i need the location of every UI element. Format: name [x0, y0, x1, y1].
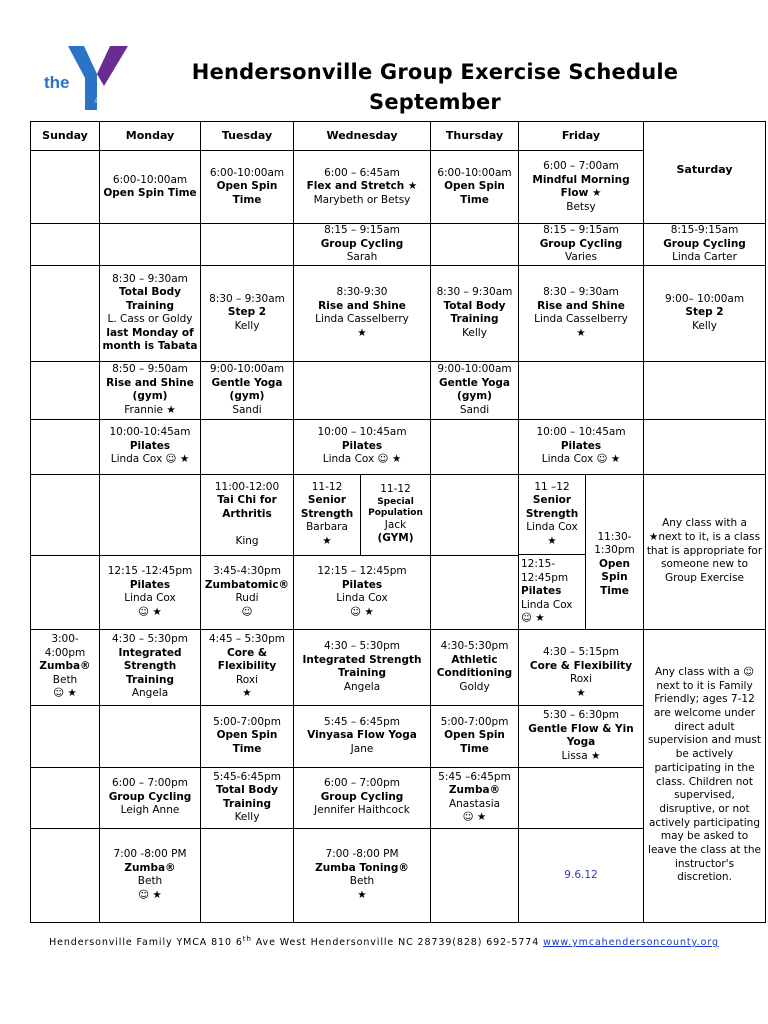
cell-empty [31, 828, 100, 922]
header-thursday: Thursday [431, 122, 519, 151]
class-cell: 5:00-7:00pm Open Spin Time [431, 705, 519, 767]
class-cell: 5:45-6:45pm Total Body Training Kelly [201, 767, 294, 828]
class-cell: 11:30-1:30pm Open Spin Time [594, 530, 635, 597]
class-cell: 4:30-5:30pm Athletic Conditioning Goldy [431, 629, 519, 705]
class-cell: 10:00 – 10:45am Pilates Linda Cox ☺ ★ [294, 419, 431, 474]
star-icon: ★ [576, 326, 586, 339]
cell-sun-r1 [31, 151, 100, 224]
class-cell: 6:00-10:00am Open Spin Time [201, 151, 294, 224]
class-cell: 6:00 – 7:00am Mindful Morning Flow ★ Betsy [519, 151, 644, 224]
cell-empty [431, 828, 519, 922]
cell-empty [31, 361, 100, 419]
class-cell: 8:50 – 9:50am Rise and Shine (gym) Frannie ★ [100, 361, 201, 419]
split-cell [519, 474, 644, 629]
cell-empty [201, 224, 294, 266]
star-icon: ★ [357, 326, 367, 339]
class-cell: 10:00-10:45am Pilates Linda Cox ☺ ★ [100, 419, 201, 474]
class-cell: 8:30 – 9:30am Step 2 Kelly [201, 265, 294, 361]
cell-empty [31, 224, 100, 266]
class-cell: 6:00-10:00am Open Spin Time [100, 151, 201, 224]
cell-empty [31, 767, 100, 828]
split-table [294, 475, 430, 555]
svg-text:YMCA: YMCA [93, 89, 106, 105]
page-subtitle-month: September [369, 90, 501, 114]
cell-empty [201, 419, 294, 474]
class-cell: 9:00– 10:00am Step 2 Kelly [644, 265, 766, 361]
header-tuesday: Tuesday [201, 122, 294, 151]
cell-empty [294, 361, 431, 419]
star-icon: ★ [322, 534, 332, 547]
website-link[interactable]: www.ymcahendersoncounty.org [543, 937, 719, 949]
footer-address-2: Ave West Hendersonville NC 28739(828) 692-5774 [251, 937, 544, 949]
class-cell: 8:30 – 9:30am Rise and Shine Linda Casselberry ★ [519, 265, 644, 361]
class-cell: 6:00-10:00am Open Spin Time [431, 151, 519, 224]
class-cell: 4:30 – 5:30pm Integrated Strength Training Angela [100, 629, 201, 705]
class-cell: 5:00-7:00pm Open Spin Time [201, 705, 294, 767]
cell-empty [431, 224, 519, 266]
class-cell: 9:00-10:00am Gentle Yoga (gym) Sandi [201, 361, 294, 419]
class-cell: 11-12 Senior Strength Barbara ★ [294, 475, 361, 555]
header-monday: Monday [100, 122, 201, 151]
class-cell: 8:30 – 9:30am Total Body Training Kelly [431, 265, 519, 361]
cell-empty [644, 419, 766, 474]
class-cell: 12:15 – 12:45pm Pilates Linda Cox ☺ ★ [294, 555, 431, 629]
cell-empty [100, 705, 201, 767]
class-cell: 8:15 – 9:15am Group Cycling Sarah [294, 224, 431, 266]
class-cell: 8:15-9:15am Group Cycling Linda Carter [644, 224, 766, 266]
revision-date: 9.6.12 [519, 828, 644, 922]
footer [0, 935, 768, 948]
class-cell: 12:15 -12:45pm Pilates Linda Cox ☺ ★ [100, 555, 201, 629]
star-icon: ★ [242, 687, 252, 700]
class-cell: 12:15-12:45pm Pilates Linda Cox ☺ ★ [519, 555, 586, 629]
class-cell: 8:15 – 9:15am Group Cycling Varies [519, 224, 644, 266]
schedule-table [30, 121, 766, 923]
cell-empty [431, 555, 519, 629]
cell-empty [31, 555, 100, 629]
cell-empty [31, 265, 100, 361]
cell-empty [644, 361, 766, 419]
cell-empty [100, 474, 201, 555]
page-title: Hendersonville Group Exercise Schedule [191, 60, 679, 84]
class-cell: 3:45-4:30pm Zumbatomic® Rudi ☺ [201, 555, 294, 629]
class-cell: 11-12 Special Population Jack (GYM) [368, 483, 423, 545]
class-cell: 7:00 -8:00 PM Zumba® Beth ☺ ★ [100, 828, 201, 922]
cell-empty [201, 828, 294, 922]
cell-empty [31, 419, 100, 474]
family-friendly-note: Any class with a ☺ next to it is Family Friendly; ages 7-12 are welcome under direct adult supervision and must be actively participating in the class. Children not supervised, disruptive, or not actively participating may be asked to leave the class at the instructor's discretion. [644, 629, 766, 922]
class-cell: 6:00 – 7:00pm Group Cycling Leigh Anne [100, 767, 201, 828]
class-cell: 4:30 – 5:30pm Integrated Strength Training Angela [294, 629, 431, 705]
footer-sup: th [242, 935, 252, 943]
class-cell: 5:45 – 6:45pm Vinyasa Flow Yoga Jane [294, 705, 431, 767]
header-sunday: Sunday [31, 122, 100, 151]
class-cell: 9:00-10:00am Gentle Yoga (gym) Sandi [431, 361, 519, 419]
split-cell [294, 474, 431, 555]
class-cell: 5:45 –6:45pm Zumba® Anastasia ☺ ★ [431, 767, 519, 828]
ymca-logo [40, 40, 135, 115]
svg-text:the: the [44, 73, 70, 92]
class-cell: 4:45 – 5:30pm Core & Flexibility Roxi ★ [201, 629, 294, 705]
cell-empty [431, 474, 519, 555]
header-wednesday: Wednesday [294, 122, 431, 151]
star-icon: ★ [547, 534, 557, 547]
cell-empty [519, 361, 644, 419]
header-friday: Friday [519, 122, 644, 151]
footer-address: Hendersonville Family YMCA 810 6 [49, 937, 243, 949]
class-cell: 6:00 – 7:00pm Group Cycling Jennifer Haithcock [294, 767, 431, 828]
class-cell: 4:30 – 5:15pm Core & Flexibility Roxi ★ [519, 629, 644, 705]
class-cell: 8:30 – 9:30am Total Body Training L. Cass or Goldy last Monday of month is Tabata [100, 265, 201, 361]
cell-empty [31, 474, 100, 555]
star-icon: ★ [576, 686, 586, 699]
class-cell: 11 –12 Senior Strength Linda Cox ★ [519, 475, 586, 555]
class-cell: 8:30-9:30 Rise and Shine Linda Casselberry ★ [294, 265, 431, 361]
header-saturday: Saturday [644, 122, 766, 224]
cell-empty [519, 767, 644, 828]
class-cell: 11:00-12:00 Tai Chi for Arthritis King [201, 474, 294, 555]
star-icon: ★ [357, 888, 367, 901]
cell-empty [100, 224, 201, 266]
split-table [519, 475, 643, 629]
beginner-note: Any class with a ★next to it, is a class that is appropriate for someone new to Group Exercise [644, 474, 766, 629]
cell-empty [31, 705, 100, 767]
cell-empty [431, 419, 519, 474]
class-cell: 6:00 – 6:45am Flex and Stretch ★ Marybeth or Betsy [294, 151, 431, 224]
class-cell: 10:00 – 10:45am Pilates Linda Cox ☺ ★ [519, 419, 644, 474]
class-cell: 3:00-4:00pm Zumba® Beth ☺ ★ [31, 629, 100, 705]
class-cell: 5:30 – 6:30pm Gentle Flow & Yin Yoga Lissa ★ [519, 705, 644, 767]
class-cell: 7:00 -8:00 PM Zumba Toning® Beth ★ [294, 828, 431, 922]
